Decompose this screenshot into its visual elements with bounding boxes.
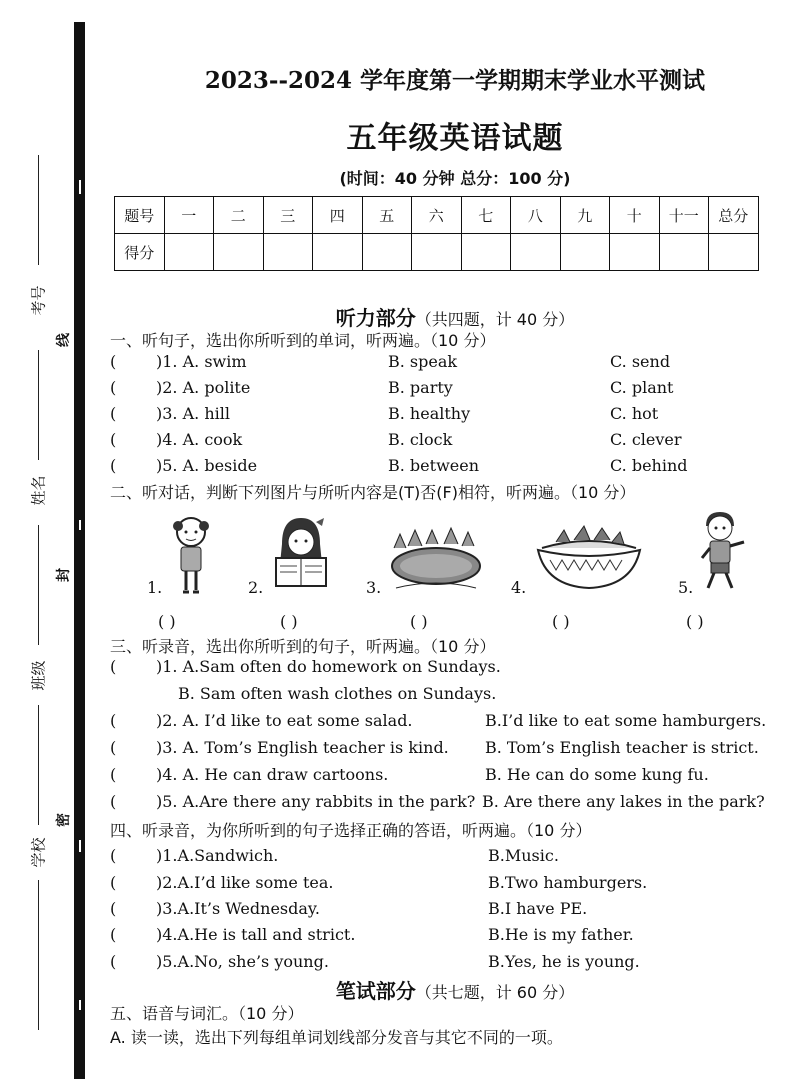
section-4-heading: 四、听录音，为你所听到的句子选择正确的答语，听两遍。（10 分） bbox=[110, 821, 592, 840]
score-header-cell: 总分 bbox=[709, 197, 759, 234]
score-header-cell: 一 bbox=[164, 197, 214, 234]
option-a: )2. A. I’d like to eat some salad. bbox=[156, 711, 413, 730]
option-a: )3. A. Tom’s English teacher is kind. bbox=[156, 738, 449, 757]
listening-title: 听力部分 bbox=[335, 306, 416, 330]
option-a: )5. A.Are there any rabbits in the park? bbox=[156, 792, 476, 811]
option-b: B. between bbox=[388, 456, 480, 475]
option-b: B.Music. bbox=[488, 846, 559, 865]
option-a: )1. A. swim bbox=[156, 352, 247, 371]
girl-reading-picture bbox=[268, 514, 334, 592]
section-1-heading: 一、听句子，选出你所听到的单词，听两遍。（10 分） bbox=[110, 331, 496, 350]
section-3-heading: 三、听录音，选出你所听到的句子，听两遍。（10 分） bbox=[110, 637, 496, 656]
answer-paren[interactable]: ( bbox=[110, 456, 117, 475]
section-5-heading: 五、语音与词汇。（10 分） bbox=[110, 1004, 304, 1023]
answer-paren[interactable]: ( ) bbox=[280, 612, 298, 631]
score-cell[interactable] bbox=[263, 234, 313, 271]
picture-label: 5. bbox=[678, 578, 694, 597]
score-header-cell: 六 bbox=[412, 197, 462, 234]
option-c: C. send bbox=[610, 352, 671, 371]
school-line-2 bbox=[38, 880, 39, 1030]
score-header-cell: 十 bbox=[610, 197, 660, 234]
option-c: C. behind bbox=[610, 456, 688, 475]
score-header-cell: 七 bbox=[461, 197, 511, 234]
score-table-header-row bbox=[115, 197, 759, 234]
option-a: )4. A. cook bbox=[156, 430, 243, 449]
exam-subtitle: 五年级英语试题 bbox=[346, 121, 564, 156]
score-cell[interactable] bbox=[362, 234, 412, 271]
score-header-cell: 二 bbox=[214, 197, 264, 234]
answer-paren[interactable]: ( ) bbox=[410, 612, 428, 631]
score-table-score-row bbox=[115, 234, 759, 271]
score-cell[interactable] bbox=[610, 234, 660, 271]
option-a: )1.A.Sandwich. bbox=[156, 846, 279, 865]
option-a: )4.A.He is tall and strict. bbox=[156, 925, 356, 944]
answer-paren[interactable]: ( bbox=[110, 846, 117, 865]
score-cell[interactable] bbox=[511, 234, 561, 271]
answer-paren[interactable]: ( bbox=[110, 952, 117, 971]
option-a: )3. A. hill bbox=[156, 404, 230, 423]
option-b: B.I’d like to eat some hamburgers. bbox=[485, 711, 767, 730]
name-label: 姓名 bbox=[29, 475, 48, 506]
boy-kung-fu-picture bbox=[694, 508, 748, 594]
option-b: B.Two hamburgers. bbox=[488, 873, 648, 892]
score-header-cell: 八 bbox=[511, 197, 561, 234]
class-label: 班级 bbox=[29, 660, 48, 691]
writing-part-title bbox=[120, 975, 790, 1004]
option-c: C. hot bbox=[610, 404, 659, 423]
binding-gap bbox=[79, 520, 81, 530]
section-5-part-a: A. 读一读，选出下列每组单词划线部分发音与其它不同的一项。 bbox=[110, 1028, 563, 1047]
option-c: C. clever bbox=[610, 430, 682, 449]
score-header-cell: 十一 bbox=[659, 197, 709, 234]
seal-char-seal: 封 bbox=[56, 568, 72, 582]
score-cell[interactable] bbox=[461, 234, 511, 271]
answer-paren[interactable]: ( bbox=[110, 430, 117, 449]
answer-paren[interactable]: ( bbox=[110, 378, 117, 397]
answer-paren[interactable]: ( bbox=[110, 765, 117, 784]
listening-part-title bbox=[120, 302, 790, 331]
option-b: B. He can do some kung fu. bbox=[485, 765, 709, 784]
score-cell[interactable] bbox=[709, 234, 759, 271]
answer-paren[interactable]: ( bbox=[110, 352, 117, 371]
option-a: )1. A.Sam often do homework on Sundays. bbox=[156, 657, 501, 676]
score-header-cell: 三 bbox=[263, 197, 313, 234]
salad-bowl-picture bbox=[534, 522, 644, 592]
writing-title-note: （共七题，计 60 分） bbox=[415, 983, 575, 1002]
score-row-label: 得分 bbox=[115, 234, 165, 271]
score-cell[interactable] bbox=[164, 234, 214, 271]
answer-paren[interactable]: ( bbox=[110, 925, 117, 944]
option-a: )2. A. polite bbox=[156, 378, 251, 397]
score-cell[interactable] bbox=[659, 234, 709, 271]
picture-label: 4. bbox=[511, 578, 527, 597]
option-a: )5. A. beside bbox=[156, 456, 258, 475]
answer-paren[interactable]: ( bbox=[110, 711, 117, 730]
score-cell[interactable] bbox=[412, 234, 462, 271]
name-line bbox=[38, 350, 39, 460]
option-b: B. party bbox=[388, 378, 453, 397]
seal-char-secret: 密 bbox=[56, 813, 72, 827]
school-label: 学校 bbox=[29, 837, 48, 868]
exam-number-line bbox=[38, 155, 39, 265]
option-b: B.I have PE. bbox=[488, 899, 588, 918]
option-a: )3.A.It’s Wednesday. bbox=[156, 899, 320, 918]
option-b: B. speak bbox=[388, 352, 458, 371]
option-b: B. clock bbox=[388, 430, 453, 449]
score-cell[interactable] bbox=[214, 234, 264, 271]
answer-paren[interactable]: ( bbox=[110, 899, 117, 918]
option-b: B.Yes, he is young. bbox=[488, 952, 640, 971]
lake-with-trees-picture bbox=[386, 518, 486, 592]
answer-paren[interactable]: ( bbox=[110, 792, 117, 811]
option-a: )2.A.I’d like some tea. bbox=[156, 873, 334, 892]
class-line bbox=[38, 525, 39, 645]
answer-paren[interactable]: ( ) bbox=[552, 612, 570, 631]
school-line bbox=[38, 705, 39, 825]
answer-paren[interactable]: ( ) bbox=[158, 612, 176, 631]
score-header-cell: 题号 bbox=[115, 197, 165, 234]
picture-label: 3. bbox=[366, 578, 382, 597]
binding-gap bbox=[79, 180, 81, 194]
score-cell[interactable] bbox=[560, 234, 610, 271]
option-b: B.He is my father. bbox=[488, 925, 634, 944]
option-b: B. Sam often wash clothes on Sundays. bbox=[178, 684, 497, 703]
picture-label: 1. bbox=[147, 578, 163, 597]
answer-paren[interactable]: ( bbox=[110, 404, 117, 423]
answer-paren[interactable]: ( ) bbox=[686, 612, 704, 631]
option-b: B. healthy bbox=[388, 404, 471, 423]
girl-thinking-picture bbox=[166, 510, 216, 596]
writing-title: 笔试部分 bbox=[335, 979, 416, 1003]
seal-char-line: 线 bbox=[56, 333, 72, 347]
option-a: )5.A.No, she’s young. bbox=[156, 952, 329, 971]
answer-paren[interactable]: ( bbox=[110, 738, 117, 757]
binding-gap bbox=[79, 1000, 81, 1010]
binding-gap bbox=[79, 840, 81, 852]
score-cell[interactable] bbox=[313, 234, 363, 271]
option-b: B. Tom’s English teacher is strict. bbox=[485, 738, 759, 757]
score-header-cell: 四 bbox=[313, 197, 363, 234]
answer-paren[interactable]: ( bbox=[110, 873, 117, 892]
exam-number-label: 考号 bbox=[29, 285, 48, 316]
option-c: C. plant bbox=[610, 378, 674, 397]
listening-title-note: （共四题，计 40 分） bbox=[415, 310, 575, 329]
option-b: B. Are there any lakes in the park? bbox=[482, 792, 765, 811]
picture-label: 2. bbox=[248, 578, 264, 597]
exam-title: 2023--2024 学年度第一学期期末学业水平测试 bbox=[204, 67, 706, 94]
section-2-heading: 二、听对话，判断下列图片与所听内容是(T)否(F)相符，听两遍。（10 分） bbox=[110, 483, 636, 502]
exam-info: (时间：40 分钟 总分：100 分) bbox=[339, 169, 571, 188]
score-table bbox=[114, 196, 759, 271]
score-header-cell: 五 bbox=[362, 197, 412, 234]
option-a: )4. A. He can draw cartoons. bbox=[156, 765, 389, 784]
score-header-cell: 九 bbox=[560, 197, 610, 234]
answer-paren[interactable]: ( bbox=[110, 657, 117, 676]
